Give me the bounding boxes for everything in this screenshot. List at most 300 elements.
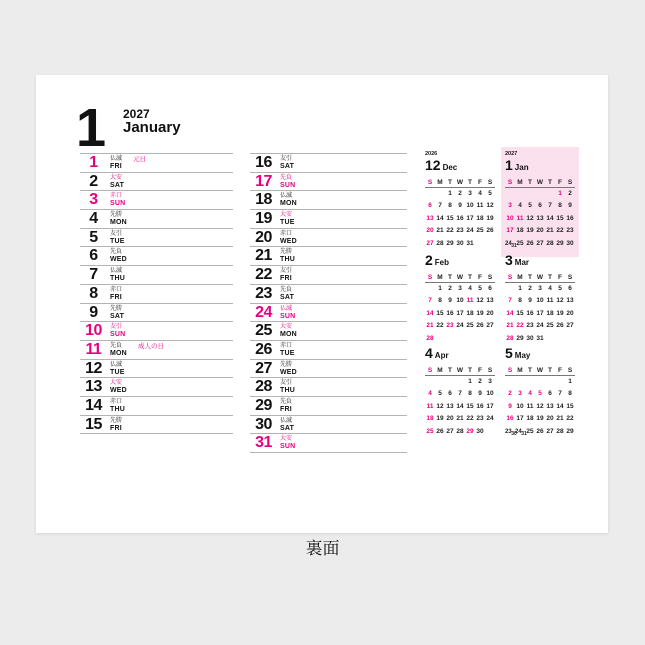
weekday-label: MON — [110, 349, 127, 357]
mini-day-cell — [505, 376, 515, 388]
mini-weekday-letter: F — [478, 367, 482, 374]
mini-day-cell: 10 — [466, 202, 474, 210]
mini-weekday-letter: F — [478, 179, 482, 186]
day-row — [80, 229, 233, 248]
mini-day-cell: 8 — [568, 390, 572, 398]
mini-day-cell — [475, 333, 485, 345]
mini-day-cell: 1 — [438, 285, 442, 292]
day-meta — [280, 247, 295, 264]
weekday-label: THU — [280, 387, 295, 395]
mini-day-cell — [535, 376, 545, 388]
weekday-label: FRI — [110, 163, 122, 170]
mini-month-number: 3 — [505, 252, 513, 268]
mini-day-cell — [445, 333, 455, 345]
day-number: 14 — [85, 396, 102, 414]
mini-day-cell — [475, 238, 485, 250]
mini-week-row — [425, 413, 495, 425]
mini-day-cell: 3 — [488, 378, 492, 385]
back-side-label: 裏面 — [305, 539, 340, 558]
mini-month-number: 12 — [425, 157, 441, 173]
day-row — [250, 378, 407, 397]
weekday-label: FRI — [280, 405, 292, 413]
mini-weekday-letter: M — [517, 179, 523, 186]
mini-day-cell: 12 — [556, 297, 564, 305]
mini-weekday-header — [505, 366, 575, 376]
day-meta — [110, 285, 122, 302]
mini-calendar-dec — [425, 151, 495, 253]
mini-day-cell: 1 — [448, 190, 452, 197]
mini-weekday-letter: S — [567, 274, 573, 281]
mini-year: 2026 — [425, 151, 438, 157]
mini-weekday-letter: S — [567, 367, 573, 374]
day-meta — [280, 304, 295, 321]
rokuyo-label: 先勝 — [280, 249, 293, 256]
mini-weekday-letter: S — [427, 179, 433, 186]
day-row — [250, 304, 407, 323]
month-number-large: 1 — [76, 98, 104, 158]
mini-week-row — [425, 200, 495, 212]
mini-calendar-grid — [425, 151, 575, 438]
mini-day-cell: 5 — [478, 285, 482, 292]
day-number: 2 — [89, 172, 98, 190]
rokuyo-label: 友引 — [280, 156, 293, 162]
mini-day-cell: 24 — [456, 322, 464, 330]
day-meta — [110, 360, 125, 377]
mini-day-cell: 23 — [526, 322, 534, 330]
mini-weekday-letter: T — [528, 367, 532, 374]
mini-day-cell — [455, 333, 465, 345]
day-row — [250, 434, 407, 453]
rokuyo-label: 先負 — [280, 398, 293, 405]
mini-day-cell: 26 — [536, 427, 544, 435]
mini-weekday-letter: T — [548, 274, 552, 281]
mini-day-cell: 18 — [476, 214, 484, 222]
mini-day-cell: 3 — [468, 190, 472, 197]
mini-day-cell: 9 — [568, 202, 572, 210]
mini-weekday-letter: S — [567, 179, 573, 186]
mini-day-cell: 7 — [458, 390, 462, 398]
mini-day-cell: 22 — [446, 227, 454, 235]
mini-weekday-letter: W — [456, 179, 464, 186]
mini-day-cell: 7 — [438, 202, 442, 210]
mini-day-cell — [515, 376, 525, 388]
weekday-label: WED — [280, 368, 297, 376]
mini-day-cell: 5 — [558, 285, 562, 292]
mini-day-cell — [535, 188, 545, 200]
mini-weekday-letter: T — [448, 367, 452, 374]
mini-weekday-letter: M — [437, 274, 443, 281]
mini-day-cell — [435, 188, 445, 200]
day-row — [250, 229, 407, 248]
mini-day-cell — [505, 283, 515, 295]
day-number: 1 — [89, 154, 98, 171]
mini-weekday-letter: T — [468, 367, 472, 374]
day-number: 29 — [255, 396, 272, 414]
day-number: 3 — [89, 191, 98, 209]
mini-day-cell: 8 — [468, 390, 472, 398]
mini-day-cell: 28 — [556, 427, 564, 435]
mini-day-cell: 26 — [556, 322, 564, 330]
mini-day-cell: 25 — [546, 322, 554, 330]
mini-day-cell: 16 — [566, 214, 574, 222]
day-number: 27 — [255, 359, 272, 377]
mini-calendar-jan — [505, 151, 575, 253]
mini-day-cell: 21 — [456, 415, 464, 423]
mini-day-cell: 4 — [428, 390, 432, 398]
mini-weekday-letter: W — [456, 367, 464, 374]
day-row — [250, 173, 407, 192]
day-number: 25 — [255, 322, 272, 340]
mini-day-cell: 20 — [546, 415, 554, 423]
mini-day-cell — [485, 426, 495, 438]
day-meta — [280, 285, 294, 302]
mini-day-cell: 6 — [488, 285, 492, 292]
rokuyo-label: 先勝 — [110, 305, 123, 312]
day-number: 21 — [255, 247, 272, 265]
mini-weekday-letter: S — [427, 274, 433, 281]
weekday-label: SUN — [110, 331, 126, 339]
rokuyo-label: 仏滅 — [280, 417, 293, 424]
weekday-label: SAT — [280, 293, 295, 301]
mini-week-row — [505, 388, 575, 400]
weekday-label: MON — [280, 200, 297, 208]
mini-week-row — [425, 308, 495, 320]
mini-week-row — [505, 333, 575, 345]
mini-day-cell: 29 — [466, 427, 474, 435]
mini-day-cell: 3 — [518, 390, 522, 398]
mini-day-cell: 11 — [526, 402, 534, 410]
day-row — [80, 397, 233, 416]
mini-day-cell: 29 — [516, 334, 524, 342]
mini-weekday-letter: S — [427, 367, 433, 374]
mini-weekday-letter: W — [536, 274, 544, 281]
mini-day-cell: 17 — [486, 402, 494, 410]
day-number: 28 — [255, 378, 272, 396]
mini-day-cell: 26 — [476, 322, 484, 330]
mini-day-cell: 11 — [466, 297, 474, 305]
mini-day-cell: 30 — [456, 239, 464, 247]
mini-weekday-letter: T — [528, 179, 532, 186]
weekday-label: FRI — [110, 293, 122, 301]
mini-day-cell: 10 — [486, 390, 494, 398]
rokuyo-label: 仏滅 — [280, 305, 293, 312]
mini-day-cell: 19 — [526, 227, 534, 235]
day-number: 7 — [89, 266, 98, 284]
day-row — [250, 285, 407, 304]
rokuyo-label: 赤口 — [110, 286, 123, 293]
weekday-label: FRI — [110, 424, 122, 432]
day-meta — [110, 322, 125, 339]
weekday-label: SAT — [110, 181, 125, 189]
mini-week-row — [425, 388, 495, 400]
mini-day-cell: 28 — [506, 334, 514, 342]
mini-month-name: Jan — [514, 163, 529, 172]
mini-year: 2027 — [505, 151, 518, 157]
rokuyo-label: 赤口 — [110, 398, 123, 405]
day-meta — [110, 378, 127, 395]
day-row — [250, 341, 407, 360]
day-number: 20 — [255, 228, 272, 246]
rokuyo-label: 大安 — [110, 380, 123, 387]
day-number: 26 — [255, 340, 272, 358]
mini-day-cell: 10 — [536, 297, 544, 305]
mini-weekday-header — [505, 273, 575, 283]
mini-day-cell: 15 — [566, 402, 574, 410]
mini-day-cell: 6 — [548, 390, 552, 398]
mini-day-cell: 12 — [486, 202, 494, 210]
mini-week-row — [425, 213, 495, 225]
mini-day-cell — [435, 376, 445, 388]
mini-week-row — [425, 333, 495, 345]
day-row — [250, 247, 407, 266]
mini-month-name: Dec — [442, 163, 458, 172]
mini-week-row — [425, 188, 495, 200]
day-number: 6 — [89, 247, 98, 265]
mini-month-title — [505, 346, 575, 363]
day-row — [80, 341, 233, 360]
day-row — [250, 360, 407, 379]
mini-day-cell: 7 — [558, 390, 562, 398]
mini-week-row — [505, 238, 575, 250]
mini-weekday-letter: F — [558, 367, 562, 374]
day-number: 10 — [85, 322, 102, 340]
mini-calendar-may — [505, 346, 575, 438]
day-number: 12 — [85, 359, 102, 377]
mini-day-cell: 17 — [536, 309, 544, 317]
header-year: 2027 — [123, 107, 150, 121]
mini-day-cell-stacked: $24_{31}$ — [505, 240, 517, 249]
mini-day-cell: 5 — [438, 390, 442, 398]
day-meta — [110, 341, 127, 358]
rokuyo-label: 仏滅 — [110, 361, 123, 368]
mini-week-row — [505, 188, 575, 200]
day-row — [250, 266, 407, 285]
mini-day-cell: 7 — [548, 202, 552, 210]
mini-day-cell: 17 — [506, 227, 514, 235]
mini-calendar-apr — [425, 346, 495, 438]
day-row — [80, 322, 233, 341]
weekday-label: THU — [110, 275, 125, 283]
day-number: 16 — [255, 154, 272, 171]
mini-month-title — [425, 253, 495, 270]
mini-calendar-feb — [425, 253, 495, 346]
mini-day-cell-stacked: $23_{30}$ — [505, 428, 517, 437]
mini-weekday-letter: M — [437, 367, 443, 374]
day-number: 18 — [255, 191, 272, 209]
mini-day-cell — [525, 376, 535, 388]
mini-week-row — [505, 413, 575, 425]
mini-day-cell: 6 — [428, 202, 432, 210]
weekday-label: SUN — [280, 443, 296, 451]
mini-day-cell: 30 — [566, 239, 574, 247]
day-row — [80, 360, 233, 379]
mini-week-row — [505, 308, 575, 320]
mini-weekday-letter: S — [487, 179, 493, 186]
mini-day-cell: 28 — [546, 239, 554, 247]
day-number: 8 — [89, 284, 98, 302]
header-month-name: January — [123, 119, 181, 136]
day-row — [80, 210, 233, 229]
mini-day-cell: 28 — [436, 239, 444, 247]
mini-day-cell: 25 — [466, 322, 474, 330]
day-meta — [110, 154, 122, 171]
mini-week-row — [505, 283, 575, 295]
rokuyo-label: 先勝 — [110, 212, 123, 219]
mini-day-cell: 2 — [508, 390, 512, 398]
mini-week-row — [505, 213, 575, 225]
mini-day-cell: 3 — [458, 285, 462, 292]
mini-day-cell — [435, 333, 445, 345]
mini-month-number: 1 — [505, 157, 513, 173]
mini-day-cell: 18 — [466, 309, 474, 317]
day-row — [80, 247, 233, 266]
mini-day-cell: 28 — [456, 427, 464, 435]
mini-day-cell: 18 — [426, 415, 434, 423]
day-meta — [280, 434, 295, 451]
mini-day-cell: 27 — [426, 239, 434, 247]
mini-day-cell: 27 — [566, 322, 574, 330]
mini-day-cell: 15 — [516, 309, 524, 317]
day-number: 31 — [255, 434, 272, 452]
mini-week-row — [505, 320, 575, 332]
mini-day-cell — [455, 376, 465, 388]
mini-day-cell: 17 — [456, 309, 464, 317]
mini-day-cell: 27 — [546, 427, 554, 435]
mini-day-cell: 14 — [546, 214, 554, 222]
rokuyo-label: 仏滅 — [280, 193, 293, 200]
mini-day-cell: 27 — [446, 427, 454, 435]
day-meta — [110, 416, 122, 433]
mini-day-cell: 19 — [486, 214, 494, 222]
mini-day-cell: 26 — [436, 427, 444, 435]
mini-week-row — [425, 238, 495, 250]
day-meta — [280, 416, 294, 433]
mini-weekday-letter: T — [548, 367, 552, 374]
weekday-label: THU — [110, 405, 125, 413]
mini-day-cell: 30 — [476, 427, 484, 435]
mini-day-cell — [425, 188, 435, 200]
mini-day-cell: 29 — [566, 427, 574, 435]
mini-month-name: Apr — [434, 351, 449, 360]
day-row — [80, 285, 233, 304]
mini-day-cell: 16 — [476, 402, 484, 410]
mini-day-cell: 20 — [536, 227, 544, 235]
mini-week-row — [505, 225, 575, 237]
mini-day-cell: 2 — [528, 285, 532, 292]
day-row — [80, 416, 233, 435]
day-meta — [280, 154, 294, 171]
mini-month-title — [505, 158, 575, 175]
day-meta — [280, 378, 295, 395]
mini-day-cell: 13 — [536, 214, 544, 222]
mini-day-cell: 22 — [516, 322, 524, 330]
mini-day-cell: 17 — [516, 415, 524, 423]
day-meta — [110, 229, 125, 246]
day-row — [250, 154, 407, 173]
mini-weekday-letter: W — [456, 274, 464, 281]
mini-day-cell: 24 — [466, 227, 474, 235]
mini-day-cell: 25 — [526, 427, 534, 435]
mini-day-cell: 23 — [456, 227, 464, 235]
mini-day-cell — [545, 376, 555, 388]
weekday-label: TUE — [110, 237, 125, 245]
mini-day-cell: 11 — [516, 214, 524, 222]
day-row — [80, 304, 233, 323]
mini-day-cell: 14 — [426, 309, 434, 317]
mini-week-row — [425, 426, 495, 438]
rokuyo-label: 先勝 — [280, 361, 293, 368]
mini-day-cell: 4 — [518, 202, 522, 210]
mini-month-title — [505, 253, 575, 270]
mini-day-cell: 14 — [556, 402, 564, 410]
rokuyo-label: 先負 — [280, 174, 293, 181]
mini-weekday-letter: F — [558, 179, 562, 186]
mini-day-cell: 8 — [448, 202, 452, 210]
mini-day-cell: 26 — [486, 227, 494, 235]
day-list-left — [80, 153, 233, 434]
mini-week-row — [425, 225, 495, 237]
mini-week-row — [425, 320, 495, 332]
day-number: 19 — [255, 210, 272, 228]
calendar-sheet — [36, 75, 608, 533]
day-meta — [280, 360, 297, 377]
mini-day-cell: 13 — [426, 214, 434, 222]
holiday-label: 元日 — [133, 156, 147, 163]
mini-day-cell: 8 — [438, 297, 442, 305]
mini-day-cell: 31 — [466, 239, 474, 247]
rokuyo-label: 先負 — [280, 286, 293, 293]
mini-month-title — [425, 158, 495, 175]
day-row — [80, 154, 233, 173]
mini-week-row — [425, 376, 495, 388]
mini-day-cell: 5 — [538, 390, 542, 398]
mini-weekday-letter: T — [468, 274, 472, 281]
mini-day-cell — [545, 188, 555, 200]
mini-day-cell: 19 — [536, 415, 544, 423]
mini-day-cell: 19 — [476, 309, 484, 317]
mini-week-row — [505, 426, 575, 438]
mini-day-cell: 10 — [456, 297, 464, 305]
mini-day-cell: 19 — [436, 415, 444, 423]
mini-day-cell — [555, 376, 565, 388]
mini-month-name: Feb — [434, 258, 450, 267]
mini-day-cell: 28 — [426, 334, 434, 342]
weekday-label: TUE — [280, 219, 295, 227]
day-meta — [110, 210, 127, 227]
mini-day-cell — [545, 333, 555, 345]
mini-day-cell: 23 — [476, 415, 484, 423]
mini-day-cell: 2 — [458, 190, 462, 197]
mini-day-cell — [515, 188, 525, 200]
day-number: 24 — [255, 303, 272, 321]
mini-day-cell: 20 — [426, 227, 434, 235]
mini-day-cell: 6 — [538, 202, 542, 210]
mini-day-cell: 22 — [466, 415, 474, 423]
mini-day-cell: 20 — [486, 309, 494, 317]
rokuyo-label: 友引 — [110, 230, 123, 237]
mini-day-cell: 9 — [508, 402, 512, 410]
mini-week-row — [425, 401, 495, 413]
mini-day-cell: 25 — [516, 239, 524, 247]
mini-day-cell: 8 — [518, 297, 522, 305]
weekday-label: TUE — [110, 368, 125, 376]
day-number: 9 — [89, 303, 98, 321]
mini-day-cell: 6 — [448, 390, 452, 398]
mini-week-row — [505, 295, 575, 307]
mini-week-row — [505, 401, 575, 413]
day-row — [250, 416, 407, 435]
mini-day-cell: 13 — [446, 402, 454, 410]
